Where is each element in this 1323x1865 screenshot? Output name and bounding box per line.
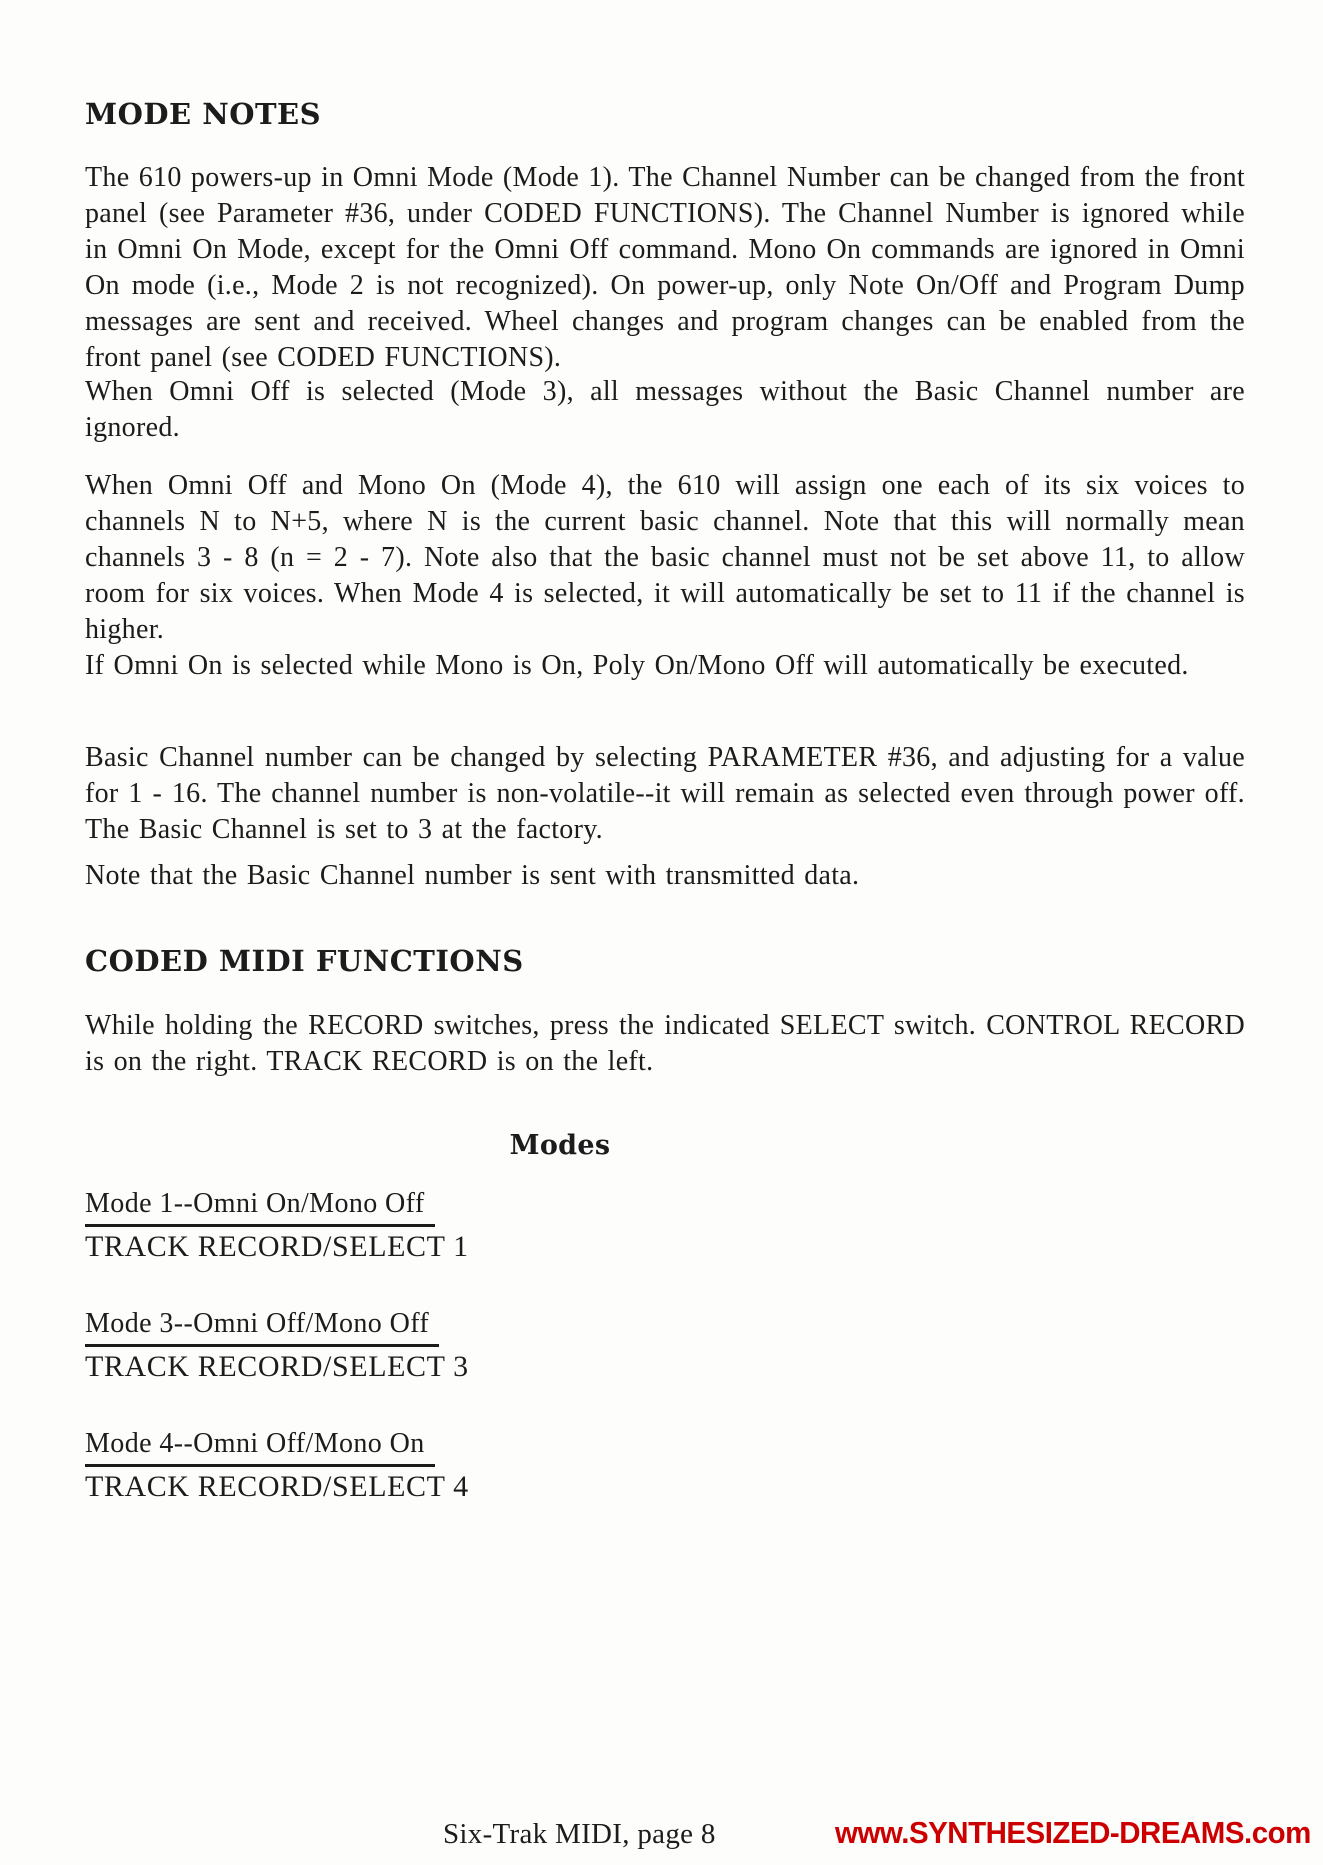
mode-notes-paragraph-1: The 610 powers-up in Omni Mode (Mode 1). The Channel Number can be changed from the front panel (see Parameter #36, under CODED FUNCTIONS). The Channel Number is ignored while in Omni On Mode, except for the Omni Off command. Mono On commands are ignored in Omni On mode (i.e., Mode 2 is not recognized). On power-up, only Note On/Off and Program Dump messages are sent and received. Wheel changes and program changes can be enabled from the front panel (see CODED FUNCTIONS). [85,162,1245,373]
mode-entry-4 [85,1428,1245,1504]
mode-notes-heading: MODE NOTES [85,97,322,131]
mode-entry-3-action: TRACK RECORD/SELECT 3 [85,1350,469,1383]
mode-entry-1-title: Mode 1--Omni On/Mono Off [85,1188,435,1227]
mode-entry-3-title: Mode 3--Omni Off/Mono Off [85,1308,439,1347]
mode-notes-paragraph-4: If Omni On is selected while Mono is On, Poly On/Mono Off will automatically be executed. [85,650,1189,681]
modes-subheading: Modes [509,1130,611,1161]
mode-notes-paragraph-5: Basic Channel number can be changed by selecting PARAMETER #36, and adjusting for a value for 1 - 16. The channel number is non-volatile--it will remain as selected even through power off. The Basic Channel is set to 3 at the factory. [85,742,1245,845]
mode-entry-3 [85,1308,1245,1384]
mode-entry-4-action: TRACK RECORD/SELECT 4 [85,1470,469,1503]
coded-midi-functions-intro: While holding the RECORD switches, press the indicated SELECT switch. CONTROL RECORD is on the right. TRACK RECORD is on the left. [85,1010,1245,1077]
mode-notes-paragraph-3: When Omni Off and Mono On (Mode 4), the 610 will assign one each of its six voices to channels N to N+5, where N is the current basic channel. Note that this will normally mean channels 3 - 8 (n = 2 - 7). Note also that the basic channel must not be set above 11, to allow room for six voices. When Mode 4 is selected, it will automatically be set to 11 if the channel is higher. [85,470,1245,645]
coded-midi-functions-heading: CODED MIDI FUNCTIONS [85,944,524,978]
mode-notes-paragraph-6: Note that the Basic Channel number is sent with transmitted data. [85,860,860,891]
mode-entry-1-action: TRACK RECORD/SELECT 1 [85,1230,469,1263]
footer-page-label: Six-Trak MIDI, page 8 [443,1818,716,1850]
mode-entry-1 [85,1188,1245,1264]
mode-entry-4-title: Mode 4--Omni Off/Mono On [85,1428,435,1467]
mode-notes-paragraph-2: When Omni Off is selected (Mode 3), all messages without the Basic Channel number are ignored. [85,376,1245,443]
footer-watermark-url: www.SYNTHESIZED-DREAMS.com [835,1815,1311,1850]
